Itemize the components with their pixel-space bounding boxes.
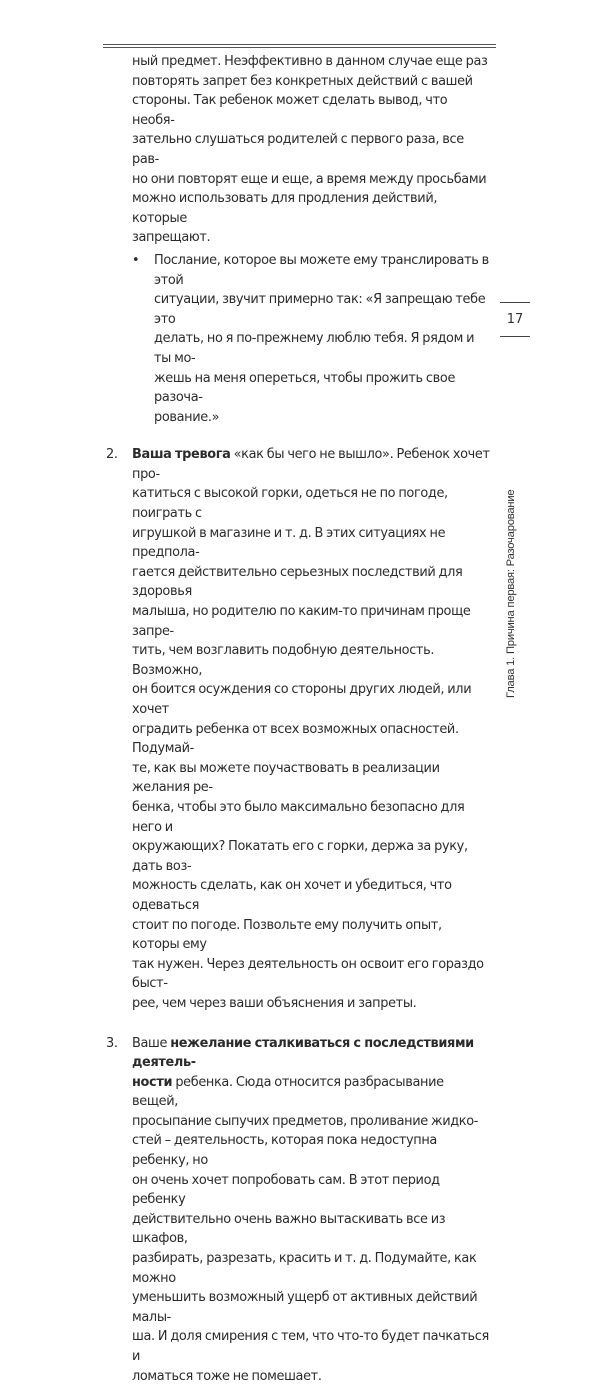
list-item-2 (106, 445, 492, 1013)
text-line: гается действительно серьезных последствий для здоровья (132, 563, 492, 602)
text-line: оградить ребенка от всех возможных опасностей. Подумай- (132, 720, 492, 759)
page-number: 17 (500, 312, 530, 327)
text-line: ный предмет. Неэффективно в данном случае еще раз (132, 52, 492, 72)
bold-lead: нежелание сталкиваться с последствиями деятель- (132, 1036, 474, 1071)
text-line: можно использовать для продления действий, которые (132, 189, 492, 228)
text-line: он очень хочет попробовать сам. В этот период ребенку (132, 1171, 492, 1210)
text-line: он боится осуждения со стороны других людей, или хочет (132, 680, 492, 719)
text-line: запрещают. (132, 228, 492, 248)
text-line: ломаться тоже не помешает. (132, 1367, 492, 1386)
text-line: ша. И доля смирения с тем, что что-то будет пачкаться и (132, 1327, 492, 1366)
text-line: повторять запрет без конкретных действий с вашей (132, 72, 492, 92)
list-item-3 (106, 1034, 492, 1386)
bullet-item (106, 251, 492, 427)
text-line: бенка, чтобы это было максимально безопасно для него и (132, 798, 492, 837)
text-line: уменьшить возможный ущерб от активных действий малы- (132, 1288, 492, 1327)
page-number-rule-top (500, 302, 530, 303)
text-line: стороны. Так ребенок может сделать вывод, что необя- (132, 91, 492, 130)
text-line: рее, чем через ваши объяснения и запреты. (132, 994, 492, 1014)
text-line: разбирать, разрезать, красить и т. д. Подумайте, как можно (132, 1249, 492, 1288)
text-line: Послание, которое вы можете ему транслировать в этой (154, 251, 492, 290)
body-text (106, 52, 492, 1386)
text-line: Ваше нежелание сталкиваться с последствиями деятель- (132, 1034, 492, 1073)
text-line: стей – деятельность, которая пока недоступна ребенку, но (132, 1131, 492, 1170)
text-line: ситуации, звучит примерно так: «Я запрещаю тебе это (154, 290, 492, 329)
continuation-paragraph (106, 52, 492, 248)
text-line: можность сделать, как он хочет и убедиться, что одеваться (132, 876, 492, 915)
text-line: тить, чем возглавить подобную деятельность. Возможно, (132, 641, 492, 680)
text-line: рование.» (154, 408, 492, 428)
text-line: те, как вы можете поучаствовать в реализации желания ре- (132, 759, 492, 798)
text-line: зательно слушаться родителей с первого раза, все рав- (132, 130, 492, 169)
text-line: просыпание сыпучих предметов, проливание жидко- (132, 1112, 492, 1132)
text-line: малыша, но родителю по каким-то причинам проще запре- (132, 602, 492, 641)
running-head: Глава 1. Причина первая: Разочарование (505, 490, 517, 698)
header-rule (103, 44, 496, 45)
text-line: игрушкой в магазине и т. д. В этих ситуациях не предпола- (132, 524, 492, 563)
bullet-mark: • (132, 251, 154, 427)
text-line: стоит по погоде. Позвольте ему получить опыт, которы ему (132, 916, 492, 955)
text-line: ности ребенка. Сюда относится разбрасывание вещей, (132, 1073, 492, 1112)
text-line: так нужен. Через деятельность он освоит его гораздо быст- (132, 955, 492, 994)
text-line: окружающих? Покатать его с горки, держа за руку, дать воз- (132, 837, 492, 876)
bold-continuation: ности (132, 1075, 172, 1090)
page-number-rule-bottom (500, 336, 530, 337)
text-line: жешь на меня опереться, чтобы прожить свое разоча- (154, 369, 492, 408)
text-line: действительно очень важно вытаскивать все из шкафов, (132, 1210, 492, 1249)
item-number: 2. (106, 445, 132, 1013)
text-line: Ваша тревога «как бы чего не вышло». Ребенок хочет про- (132, 445, 492, 484)
text-line: делать, но я по-прежнему люблю тебя. Я рядом и ты мо- (154, 329, 492, 368)
bold-lead: Ваша тревога (132, 447, 231, 462)
text-line: но они повторят еще и еще, а время между просьбами (132, 170, 492, 190)
item-number: 3. (106, 1034, 132, 1386)
text-line: катиться с высокой горки, одеться не по погоде, поиграть с (132, 484, 492, 523)
